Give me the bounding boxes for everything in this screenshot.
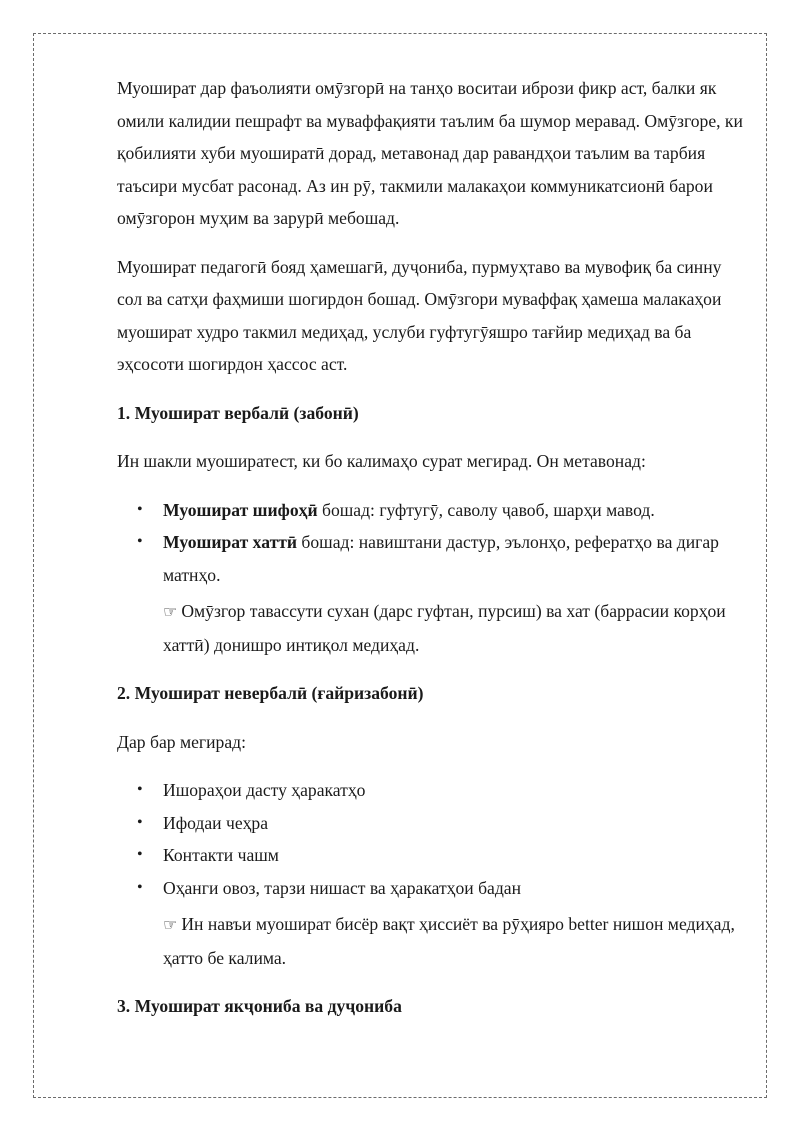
- list-item-term: Муошират хаттӣ: [163, 532, 298, 552]
- list-item-term: Муошират шифоҳӣ: [163, 499, 318, 520]
- heading-one-two-way: 3. Муошират якҷониба ва дуҷониба: [117, 996, 402, 1016]
- list-verbal: [117, 494, 747, 592]
- note-text: Ин навъи муошират бисёр вақт ҳиссиёт ва рӯҳияро better нишон медиҳад, ҳатто бе калима.: [163, 914, 735, 968]
- document-body: [117, 72, 747, 1039]
- heading-nonverbal: 2. Муошират невербалӣ (ғайризабонӣ): [117, 683, 424, 703]
- list-item: [117, 494, 747, 527]
- list-item: • Контакти чашм: [117, 839, 747, 872]
- list-item: • Ифодаи чеҳра: [117, 807, 747, 840]
- list-nonverbal: [117, 774, 747, 904]
- paragraph-intro-2: Муошират педагогӣ бояд ҳамешагӣ, дуҷониба, пурмуҳтаво ва мувофиқ ба синну сол ва сатҳи фаҳмиши шогирдон бошад. Омӯзгори муваффақ ҳамеша малакаҳои муошират худро такмил медиҳад, услуби гуфтугӯяшро тағйир медиҳад ва ба эҳсосоти шогирдон ҳассос аст.: [117, 256, 722, 374]
- pointing-hand-icon: ☞: [163, 915, 178, 934]
- list-item-text: бошад: навиштани дастур, эълонҳо, рефератҳо ва дигар матнҳо.: [163, 532, 719, 585]
- paragraph-intro-1: Муошират дар фаъолияти омӯзгорӣ на танҳо воситаи ибрози фикр аст, балки як омили калидии пешрафт ва муваффақияти таълим ба шумор меравад. Омӯзгоре, ки қобилияти хуби муоширатӣ дорад, метавонад дар равандҳои таълим ва тарбия таъсири мусбат расонад. Аз ин рӯ, такмили малакаҳои коммуникатсионӣ барои омӯзгорон муҳим ва зарурӣ мебошад.: [117, 78, 743, 228]
- heading-verbal: 1. Муошират вербалӣ (забонӣ): [117, 402, 359, 423]
- list-item-text: бошад: гуфтугӯ, саволу ҷавоб, шарҳи мавод.: [317, 499, 655, 520]
- paragraph-verbal-intro: Ин шакли муоширатест, ки бо калимаҳо сурат мегирад. Он метавонад:: [117, 451, 646, 471]
- note-verbal: [117, 595, 747, 661]
- note-nonverbal: [117, 908, 747, 974]
- pointing-hand-icon: ☞: [163, 602, 178, 621]
- list-item: • Ишораҳои дасту ҳаракатҳо: [117, 774, 747, 807]
- note-text: Омӯзгор тавассути сухан (дарс гуфтан, пурсиш) ва хат (баррасии корҳои хаттӣ) донишро интиқол медиҳад.: [163, 601, 726, 655]
- paragraph-nonverbal-intro: Дар бар мегирад:: [117, 731, 246, 752]
- list-item: • Оҳанги овоз, тарзи нишаст ва ҳаракатҳои бадан: [117, 872, 747, 905]
- list-item: [117, 526, 747, 591]
